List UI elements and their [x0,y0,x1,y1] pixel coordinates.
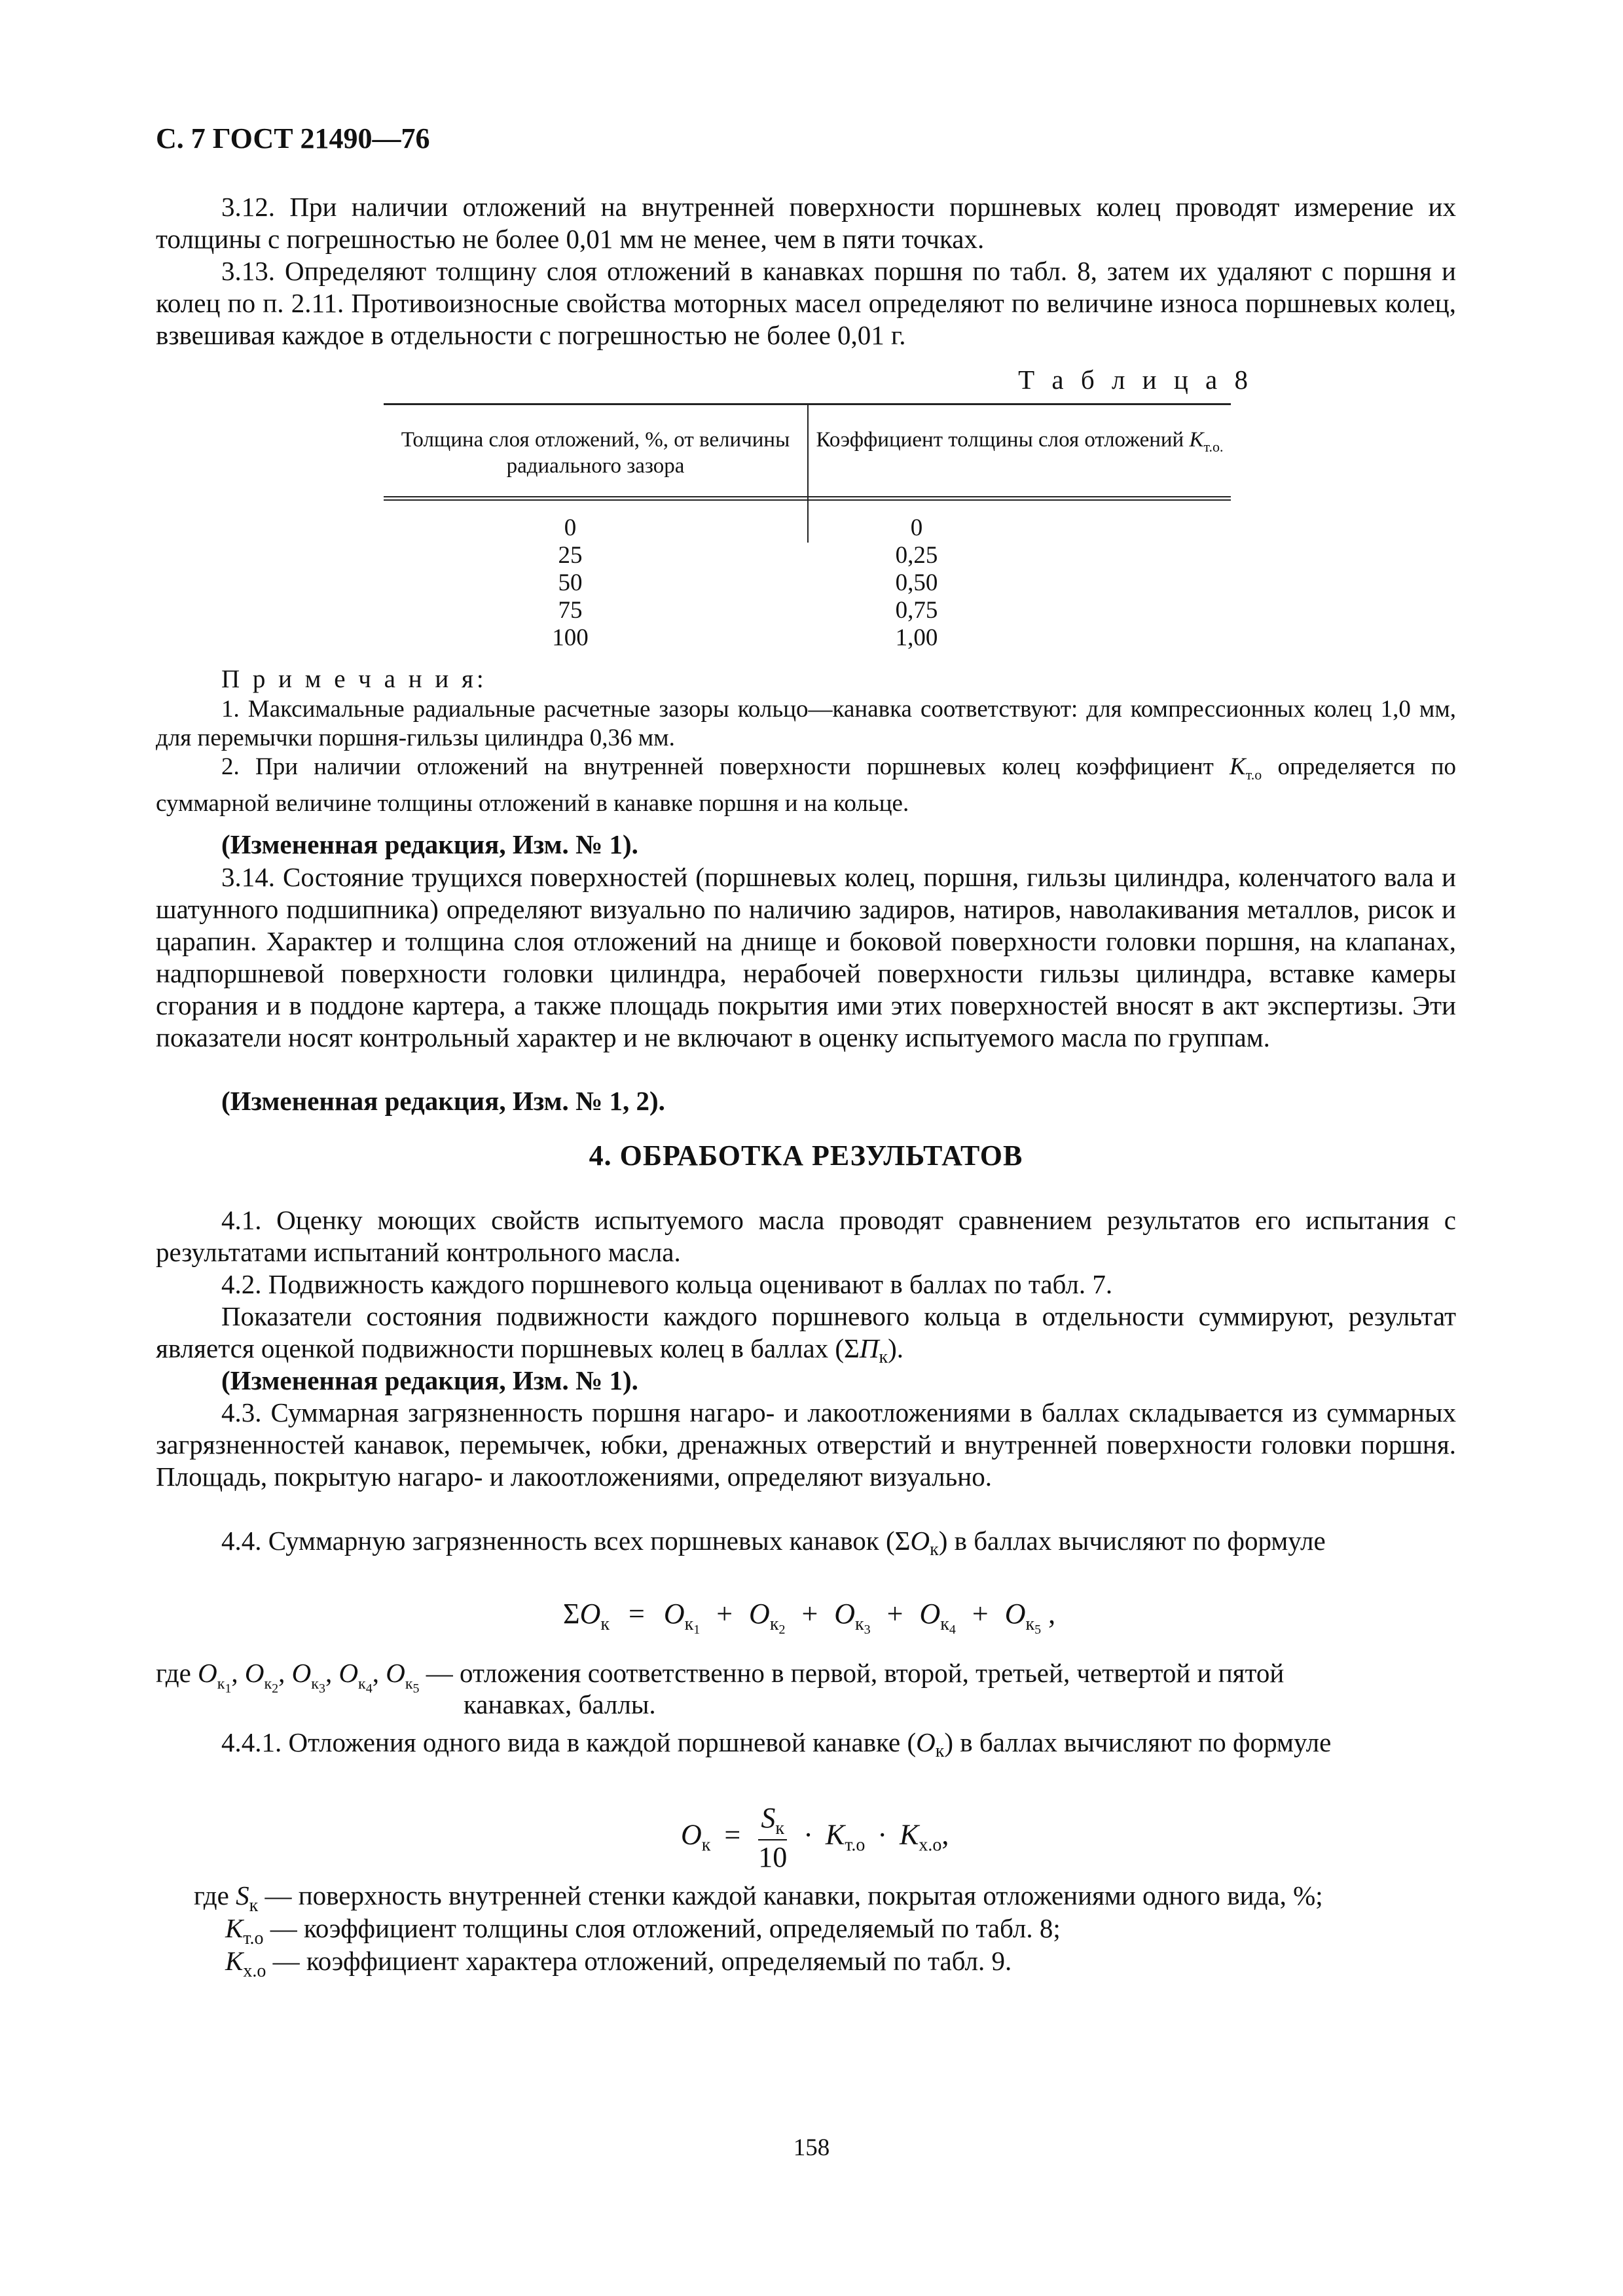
term-sub-letter: к [1025,1614,1035,1634]
table-column-thickness [384,514,757,652]
legend2-symbol: K [225,1946,244,1976]
legend-index: 1 [225,1681,232,1696]
note-2-text-b: определяется по суммарной величине толщины отложений в канавке поршня и на кольце. [156,753,1457,817]
legend-symbol: O [291,1658,312,1688]
edit-note-1-b: (Измененная редакция, Изм. № 1). [221,1365,638,1395]
table-cell: 1,00 [895,624,938,651]
formula-term: O [919,1598,941,1630]
formula-term-subscript [1025,1614,1042,1637]
table-cell: 25 [558,542,583,569]
formula2-dot: · [803,1818,813,1851]
symbol-o-subscript: к [930,1539,939,1560]
legend2-subscript: х.о [243,1961,266,1981]
symbol-o: O [916,1727,936,1757]
page-number: 158 [793,2134,830,2161]
formula-plus: + [972,1598,989,1630]
table-cell: 0,50 [895,569,938,596]
legend-symbol: O [338,1658,359,1688]
formula2-equals: = [724,1818,741,1851]
note-2 [156,753,1456,818]
legend2-symbol: S [236,1880,249,1910]
legend-symbol: O [244,1658,264,1688]
paragraph-4-4-1-text: 4.4.1. Отложения одного вида в каждой поршневой канавке ( [221,1727,917,1757]
table-header-coefficient-text: Коэффициент толщины слоя отложений [816,428,1184,452]
paragraph-4-2-b [156,1300,1456,1373]
legend-sub: к [217,1676,225,1693]
formula-sum-deposits [563,1597,1055,1638]
table-column-coefficient [809,514,1025,652]
legend-symbol: O [386,1658,405,1688]
table-header-coefficient [809,427,1231,460]
note-2-text-a: 2. При наличии отложений на внутренней поверхности поршневых колец коэффициент [221,753,1214,780]
term-index: 3 [864,1623,871,1637]
legend-comma: , [325,1658,333,1688]
page-header: С. 7 ГОСТ 21490—76 [156,122,430,154]
formula2-lhs: O [681,1818,702,1851]
numerator-subscript: к [775,1818,785,1839]
formula-deposit-type [681,1801,949,1874]
legend-index: 2 [272,1681,279,1696]
legend-symbol: O [198,1658,217,1688]
legend-index: 4 [365,1681,373,1696]
note-2-symbol: K [1230,753,1246,780]
legend2-text: — поверхность внутренней стенки каждой канавки, покрытая отложениями одного вида, %; [264,1880,1323,1910]
formula2-numerator [758,1801,787,1840]
formula-term: O [749,1598,770,1630]
formula-term-subscript [855,1614,871,1637]
table-cell: 100 [552,624,589,651]
formula2-fraction [758,1801,787,1874]
paragraph-4-2-b-text: Показатели состояния подвижности каждого поршневого кольца в отдельности суммируют, результат является оценкой подвижности поршневых колец в баллах (Σ [156,1301,1456,1363]
table-header-rule [384,496,1231,497]
paragraph-3-13: 3.13. Определяют толщину слоя отложений в канавках поршня по табл. 8, затем их удаляют с поршня и колец по п. 2.11. Противоизносные свойства моторных масел определяют по величине износа поршневых колец, взвешивая каждое в отдельности с погрешностью не более 0,01 г. [156,256,1456,350]
edit-note-1-2: (Измененная редакция, Изм. № 1, 2). [221,1086,665,1116]
legend2-text: — коэффициент характера отложений, определяемый по табл. 9. [272,1946,1012,1976]
paragraph-4-4-1-end: ) в баллах вычисляют по формуле [944,1727,1332,1757]
table-header-rule-double [384,499,1231,501]
legend-comma: , [231,1658,238,1688]
section-4-title: 4. ОБРАБОТКА РЕЗУЛЬТАТОВ [589,1139,1023,1172]
formula-end: , [1048,1598,1056,1630]
formula2-dot: · [877,1818,888,1851]
formula2-k2: K [900,1818,919,1851]
paragraph-4-4-end: ) в баллах вычисляют по формуле [938,1526,1326,1556]
symbol-p-subscript: к [879,1347,888,1367]
legend2-text: — коэффициент толщины слоя отложений, определяемый по табл. 8; [270,1913,1061,1943]
formula-lhs: O [579,1598,601,1630]
table-cell: 50 [558,569,583,596]
legend2-subscript: т.о [243,1928,264,1948]
legend-index: 3 [318,1681,325,1696]
formula-plus: + [801,1598,818,1630]
legend2-subscript: к [249,1895,259,1916]
note-2-subscript: т.о [1245,766,1262,783]
symbol-o: O [910,1526,930,1556]
term-index: 1 [693,1623,701,1637]
paragraph-4-1: 4.1. Оценку моющих свойств испытуемого масла проводят сравнением результатов его испытания с результатами испытаний контрольного масла. [156,1205,1456,1267]
table-header-thickness: Толщина слоя отложений, %, от величины радиального зазора [401,428,790,478]
formula-term-subscript [684,1614,701,1637]
table-header-subscript: т.о. [1203,439,1224,455]
legend-text: — отложения соответственно в первой, второй, третьей, четвертой и пятой [426,1658,1285,1688]
paragraph-4-4-text: 4.4. Суммарную загрязненность всех поршневых канавок (Σ [221,1526,911,1556]
legend-sub: к [311,1676,319,1693]
table-cell: 0 [910,514,923,541]
formula-sigma: Σ [563,1598,580,1630]
numerator-symbol: S [761,1802,776,1834]
term-sub-letter: к [940,1614,949,1634]
formula-term: O [1004,1598,1026,1630]
legend-comma: , [372,1658,379,1688]
formula-plus: + [886,1598,903,1630]
paragraph-4-2: 4.2. Подвижность каждого поршневого кольца оценивают в баллах по табл. 7. [221,1269,1113,1299]
formula-term: O [834,1598,856,1630]
legend-sub: к [264,1676,272,1693]
formula2-lhs-subscript: к [701,1835,711,1856]
edit-note-1: (Измененная редакция, Изм. № 1). [221,829,638,859]
paragraph-4-4 [156,1525,1456,1566]
table-cell: 0 [564,514,577,541]
term-sub-letter: к [684,1614,694,1634]
legend-sub: к [358,1676,366,1693]
formula-legend-2-line-3 [225,1945,1456,1987]
term-index: 2 [778,1623,786,1637]
formula-equals: = [629,1598,645,1630]
formula2-k1-subscript: т.о [845,1835,866,1856]
paragraph-4-3: 4.3. Суммарная загрязненность поршня нагаро- и лакоотложениями в баллах складывается из суммарных загрязненностей канавок, перемычек, юбки, дренажных отверстий и внутренней поверхности головки поршня. Площадь, покрытую нагаро- и лакоотложениями, определяют визуально. [156,1397,1456,1492]
table-header-symbol: K [1189,428,1204,452]
legend-where: где [156,1658,191,1688]
table-cell: 0,25 [895,542,938,569]
table-cell: 0,75 [895,597,938,624]
term-sub-letter: к [769,1614,779,1634]
symbol-p: П [859,1333,879,1363]
legend2-symbol: K [225,1913,244,1943]
legend-sub: к [405,1676,413,1693]
paragraph-3-14: 3.14. Состояние трущихся поверхностей (поршневых колец, поршня, гильзы цилиндра, коленчатого вала и шатунного подшипника) определяют визуально по наличию задиров, натиров, наволакивания металлов, рисок и царапин. Характер и толщина слоя отложений на днище и боковой поверхности головки поршня, на клапанах, надпоршневой поверхности головки цилиндра, нерабочей поверхности гильзы цилиндра, вставке камеры сгорания и в поддоне картера, а также площадь покрытия ими этих поверхностей вносят в акт экспертизы. Эти показатели носят контрольный характер и не включают в оценку испытуемого масла по группам. [156,862,1456,1052]
formula-plus: + [716,1598,733,1630]
formula2-end: , [941,1818,949,1851]
table-cell: 75 [558,597,583,624]
note-1: 1. Максимальные радиальные расчетные зазоры кольцо—канавка соответствуют: для компрессионных колец 1,0 мм, для перемычки поршня-гильзы цилиндра 0,36 мм. [156,696,1456,751]
formula-term-subscript [940,1614,956,1637]
formula2-denominator: 10 [758,1841,788,1873]
formula-legend-1-continued: канавках, баллы. [464,1689,656,1719]
notes-title: П р и м е ч а н и я: [221,665,487,693]
term-index: 4 [949,1623,956,1637]
term-index: 5 [1034,1623,1042,1637]
formula2-k1: K [825,1818,845,1851]
paragraph-4-2-b-end: ). [888,1333,904,1363]
formula-term: O [663,1598,685,1630]
symbol-o-subscript: к [935,1741,945,1761]
formula2-k2-subscript: х.о [919,1835,942,1856]
legend2-where: где [194,1880,229,1910]
term-sub-letter: к [855,1614,864,1634]
paragraph-3-12: 3.12. При наличии отложений на внутренней поверхности поршневых колец проводят измерение их толщины с погрешностью не более 0,01 мм не менее, чем в пяти точках. [156,192,1456,254]
formula-lhs-subscript: к [600,1614,610,1634]
legend-comma: , [278,1658,285,1688]
paragraph-4-4-1 [156,1727,1456,1767]
formula-term-subscript [769,1614,786,1637]
table-caption: Т а б л и ц а 8 [1018,365,1253,395]
legend-index: 5 [412,1681,420,1696]
